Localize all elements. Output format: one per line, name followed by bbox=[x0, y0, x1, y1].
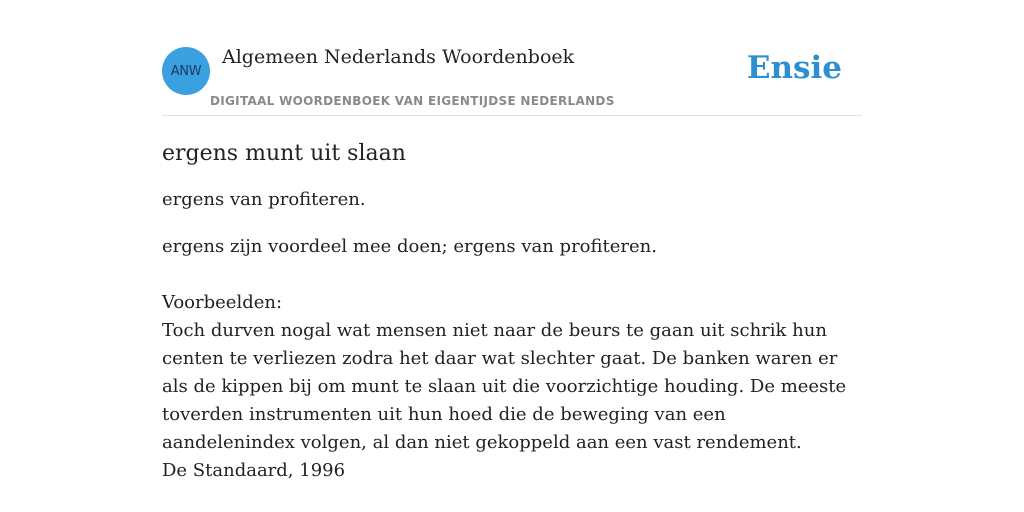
anw-logo[interactable] bbox=[162, 47, 210, 95]
site-title[interactable]: Algemeen Nederlands Woordenboek bbox=[222, 46, 575, 68]
examples-label: Voorbeelden: bbox=[162, 292, 283, 313]
site-header bbox=[162, 0, 862, 116]
short-definition: ergens van profiteren. bbox=[162, 189, 366, 210]
ensie-brand-logo[interactable]: Ensie bbox=[746, 50, 842, 86]
example-text: Toch durven nogal wat mensen niet naar de beurs te gaan uit schrik hun centen te verliezen zodra het daar wat slechter gaat. De banken waren er als de kippen bij om munt te slaan uit die voorzichtige houding. De meeste toverden instrumenten uit hun hoed die de beweging van een aandelenindex volgen, al dan niet gekoppeld aan een vast rendement. bbox=[162, 320, 847, 453]
example-source: De Standaard, 1996 bbox=[162, 460, 346, 481]
logo-text: ANW bbox=[170, 63, 202, 79]
site-subtitle: DIGITAAL WOORDENBOEK VAN EIGENTIJDSE NEDERLANDS bbox=[210, 94, 615, 108]
long-definition: ergens zijn voordeel mee doen; ergens van profiteren. bbox=[162, 236, 657, 257]
entry-content bbox=[162, 138, 862, 485]
entry-term: ergens munt uit slaan bbox=[162, 141, 406, 166]
